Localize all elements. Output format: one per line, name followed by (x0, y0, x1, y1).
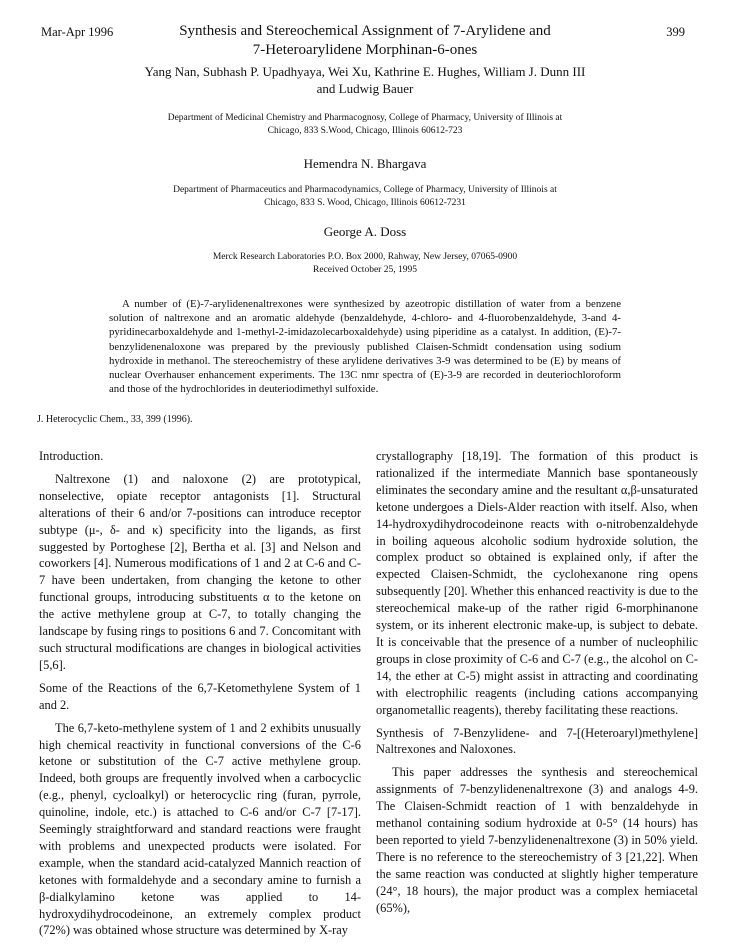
affiliation-1 (110, 112, 620, 138)
journal-citation: J. Heterocyclic Chem., 33, 399 (1996). (37, 414, 193, 425)
affiliation-1-line-2: Chicago, 833 S.Wood, Chicago, Illinois 60612-723 (267, 126, 463, 136)
author-3-name: George A. Doss (323, 224, 407, 239)
authors-line-2: and Ludwig Bauer (316, 81, 414, 96)
authors-line-1: Yang Nan, Subhash P. Upadhyaya, Wei Xu, Kathrine E. Hughes, William J. Dunn III (144, 64, 586, 79)
issue-date: Mar-Apr 1996 (41, 25, 114, 39)
paragraph: crystallography [18,19]. The formation of this product is rationalized if the intermediate Mannich base spontaneously eliminates the secondary amine and the resultant α,β-unsaturated ketone undergoes a Diels-Alder reaction with itself. Also, when 14-hydroxydihydrocodeinone reacts with o-nitrobenzaldehyde in boiling aqueous alcoholic sodium hydroxide solution, the complex product so obtained is explained only, if after the expected Claisen-Schmidt, the cyclohexanone ring opens subsequently [20]. Whether this enhanced reactivity is due to the stereochemical make-up of the rather rigid 6-morphinanone system, or its inherent electronic make-up, is subject to debate. It is conceivable that the presence of a number of nucleophilic groups in close proximity of C-6 and C-7 (e.g., the alcohol on C-14, the ether at C-5) might assist in attracting and coordinating with electrophilic reagents (including cations accompanying organometallic reagents), thereby facilitating these reactions. (376, 449, 698, 717)
author-2-name: Hemendra N. Bhargava (303, 156, 427, 171)
page-number: 399 (666, 25, 685, 39)
left-column (39, 448, 361, 945)
paragraph: This paper addresses the synthesis and stereochemical assignments of 7-benzylidenenaltrexone (3) and analogs 4-9. The Claisen-Schmidt reaction of 1 with benzaldehyde in methanol containing sodium hydroxide at 0-5° (14 hours) has been reported to yield 7-benzylidenenaltrexone (3) in 50% yield. There is no reference to the stereochemistry of 3 [21,22]. When the same reaction was conducted at slightly higher temperature (24°, 18 hours), the major product was a complex hemiacetal (65%), (376, 765, 698, 915)
section-heading-synthesis: Synthesis of 7-Benzylidene- and 7-[(Heteroaryl)methylene] Naltrexones and Naloxones. (376, 725, 698, 757)
paragraph: Naltrexone (1) and naloxone (2) are prototypical, nonselective, opiate receptor antagonists [1]. Structural alterations of their 6 and/or 7-positions can introduce receptor subtype (μ-, δ- and κ) specificity into the ligands, as first suggested by Portoghese [2], Bertha et al. [3] and Nelson and coworkers [4]. Numerous modifications of 1 and 2 at C-6 and C-7 have been undertaken, from changing the ketone to other functional groups, introducing substituents α to the ketone on the active methylene group at C-7, to totally changing the landscape by fusing rings to positions 6 and 7. Concomitant with such structural modifications are changes in biological activities [5,6]. (39, 471, 361, 672)
affiliation-2 (110, 184, 620, 210)
paragraph: The 6,7-keto-methylene system of 1 and 2 exhibits unusually high chemical reactivity in functional conversions of the C-6 ketone or substitution of the C-7 active methylene group. Indeed, both groups are frequently involved when a carbocyclic (e.g., phenyl, cycloalkyl) or heterocyclic ring (furan, pyrrole, quinoline, indole, etc.) is attached to C-6 and/or C-7 [7-17]. Seemingly straightforward and standard reactions were fraught with problems and unexpected products were isolated. For example, when the standard acid-catalyzed Mannich reaction of ketones with formaldehyde and a secondary amine to furnish a β-dialkylamino ketone was applied to 14-hydroxydihydrocodeinone, an extremely complex product (72%) was obtained whose structure was determined by X-ray (39, 720, 361, 938)
affiliation-3 (110, 251, 620, 277)
right-column (376, 448, 698, 922)
affiliation-2-line-1: Department of Pharmaceutics and Pharmacodynamics, College of Pharmacy, University of Illinois at (173, 185, 557, 195)
received-date: Received October 25, 1995 (313, 265, 417, 275)
title-line-2: 7-Heteroarylidene Morphinan-6-ones (252, 42, 478, 58)
affiliation-1-line-1: Department of Medicinal Chemistry and Pharmacognosy, College of Pharmacy, University of Illinois at (167, 113, 563, 123)
article-title (130, 22, 600, 60)
affiliation-3-line-1: Merck Research Laboratories P.O. Box 2000, Rahway, New Jersey, 07065-0900 (212, 252, 518, 262)
section-heading-introduction: Introduction. (39, 449, 104, 463)
affiliation-2-line-2: Chicago, 833 S. Wood, Chicago, Illinois 60612-7231 (264, 198, 466, 208)
section-heading-reactions: Some of the Reactions of the 6,7-Ketomethylene System of 1 and 2. (39, 680, 361, 712)
title-line-1: Synthesis and Stereochemical Assignment of 7-Arylidene and (179, 23, 551, 39)
author-list (110, 63, 620, 97)
abstract: A number of (E)-7-arylidenenaltrexones were synthesized by azeotropic distillation of water from a benzene solution of naltrexone and an aromatic aldehyde (benzaldehyde, 4-chloro- and 4-fluorobenzaldehyde, 3-and 4-pyridinecarboxaldehyde and 1-methyl-2-imidazolecarboxaldehyde) using piperidine as a catalyst. In addition, (E)-7-benzylidenenaloxone was prepared by the previously published Claisen-Schmidt condensation using sodium hydroxide in methanol. The stereochemistry of these arylidene derivatives 3-9 was determined to be (E) by means of nuclear Overhauser enhancement experiments. The 13C nmr spectra of (E)-3-9 are recorded in deuteriochloroform and those of the hydrochlorides in deuteriodimethyl sulfoxide. (109, 298, 621, 396)
